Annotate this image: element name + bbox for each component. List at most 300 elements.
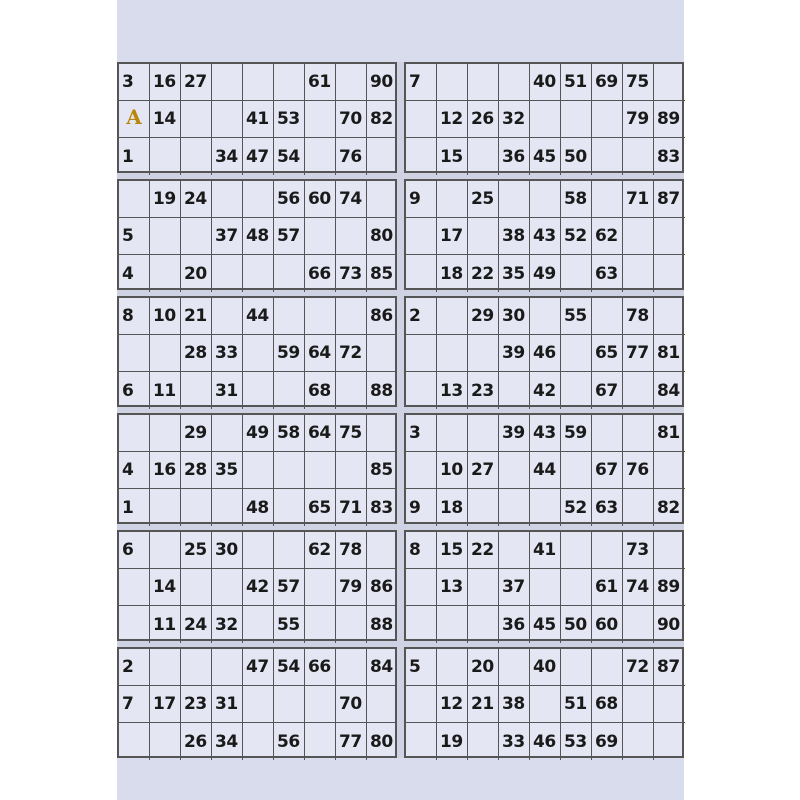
card-row [117, 413, 684, 524]
bingo-cell: 37 [212, 218, 243, 255]
bingo-cell [468, 335, 499, 372]
bingo-cell [623, 723, 654, 760]
bingo-cell: 53 [274, 101, 305, 138]
bingo-cell [623, 372, 654, 409]
bingo-cell [212, 298, 243, 335]
bingo-cell: 74 [336, 181, 367, 218]
bingo-cell [437, 649, 468, 686]
bingo-cell: 67 [592, 452, 623, 489]
bingo-cell: 70 [336, 686, 367, 723]
bingo-cell: 87 [654, 649, 685, 686]
bingo-cell: 53 [561, 723, 592, 760]
bingo-cell: 88 [370, 380, 393, 401]
bingo-cell: 60 [592, 606, 623, 643]
bingo-card [117, 179, 397, 290]
bingo-cell [212, 101, 243, 138]
bingo-cell: 55 [274, 606, 305, 643]
bingo-cell: 15 [437, 138, 468, 175]
bingo-cell [150, 489, 181, 526]
bingo-card [117, 62, 397, 173]
bingo-cell [406, 452, 437, 489]
bingo-cell: 23 [468, 372, 499, 409]
bingo-cell [437, 64, 468, 101]
card-row [117, 179, 684, 290]
bingo-cell: 18 [437, 489, 468, 526]
bingo-cell: 72 [336, 335, 367, 372]
bingo-card [117, 413, 397, 524]
bingo-cell [561, 255, 592, 292]
bingo-cell: 27 [468, 452, 499, 489]
bingo-cell: 49 [243, 415, 274, 452]
bingo-cell [119, 335, 150, 372]
bingo-cell [243, 335, 274, 372]
bingo-cell: 80 [367, 218, 398, 255]
bingo-cell [406, 101, 437, 138]
bingo-cell: 19 [437, 723, 468, 760]
bingo-cell [181, 218, 212, 255]
bingo-cell: 37 [499, 569, 530, 606]
bingo-cell: 48 [243, 489, 274, 526]
bingo-cell [150, 335, 181, 372]
bingo-cell [623, 415, 654, 452]
bingo-cell [468, 415, 499, 452]
bingo-cell [468, 606, 499, 643]
bingo-cell [530, 489, 561, 526]
bingo-cell: 1 [119, 138, 150, 175]
bingo-cell: 3 [406, 415, 437, 452]
bingo-cell [561, 335, 592, 372]
bingo-cell: 59 [274, 335, 305, 372]
bingo-cell [181, 372, 212, 409]
bingo-cell: 33 [499, 723, 530, 760]
bingo-cell: 38 [499, 218, 530, 255]
bingo-cell [468, 569, 499, 606]
bingo-cell [530, 181, 561, 218]
bingo-cell: 78 [623, 298, 654, 335]
bingo-cell: 41 [530, 532, 561, 569]
bingo-cell: 14 [150, 569, 181, 606]
bingo-cell: 20 [468, 649, 499, 686]
bingo-cell: 75 [336, 415, 367, 452]
bingo-cell: 58 [561, 181, 592, 218]
bingo-cell [623, 489, 654, 526]
card-row [117, 647, 684, 758]
bingo-cell [437, 606, 468, 643]
bingo-cell: 28 [181, 335, 212, 372]
bingo-cell: 48 [243, 218, 274, 255]
bingo-cell [119, 606, 150, 643]
card-gap [397, 413, 404, 524]
bingo-cell: 80 [370, 731, 393, 752]
card-row [117, 296, 684, 407]
bingo-cell: 85 [370, 263, 393, 284]
bingo-cell: 25 [181, 532, 212, 569]
bingo-cell: 67 [592, 372, 623, 409]
bingo-cell: 2 [406, 298, 437, 335]
bingo-cell: 6 [119, 372, 150, 409]
bingo-cell [367, 335, 398, 372]
bingo-cell [119, 415, 150, 452]
bingo-cell [406, 335, 437, 372]
bingo-cell: 77 [336, 723, 367, 760]
bingo-cell [367, 138, 398, 175]
bingo-cell [243, 606, 274, 643]
bingo-cell: 2 [119, 649, 150, 686]
bingo-cell: 45 [530, 138, 561, 175]
bingo-cell: 10 [437, 452, 468, 489]
bingo-cell: 15 [437, 532, 468, 569]
bingo-cell [654, 452, 685, 489]
bingo-cell: 39 [499, 335, 530, 372]
bingo-cell: 17 [437, 218, 468, 255]
bingo-cell: 32 [499, 101, 530, 138]
bingo-cell [623, 218, 654, 255]
bingo-cell [181, 101, 212, 138]
bingo-card [404, 413, 684, 524]
bingo-cell [274, 532, 305, 569]
bingo-cell: 81 [654, 415, 685, 452]
bingo-cell: 45 [530, 606, 561, 643]
bingo-cell: 82 [367, 101, 398, 138]
bingo-cell [654, 64, 685, 101]
bingo-cell: 24 [181, 181, 212, 218]
bingo-cell [367, 181, 398, 218]
bingo-cell [499, 181, 530, 218]
bingo-cell: 52 [561, 218, 592, 255]
bingo-cell [274, 489, 305, 526]
bingo-cell [468, 723, 499, 760]
bingo-cell [150, 532, 181, 569]
bingo-cell: 44 [243, 298, 274, 335]
bingo-cell [181, 489, 212, 526]
bingo-cell [119, 723, 150, 760]
bingo-cell [243, 64, 274, 101]
bingo-cell: 59 [561, 415, 592, 452]
bingo-cell: 46 [530, 723, 561, 760]
bingo-cell [274, 452, 305, 489]
bingo-cell: 87 [654, 181, 685, 218]
bingo-cell [305, 298, 336, 335]
bingo-cell [305, 218, 336, 255]
bingo-cell: 73 [623, 532, 654, 569]
bingo-cell [119, 181, 150, 218]
bingo-card [404, 296, 684, 407]
bingo-cell: 10 [150, 298, 181, 335]
bingo-cell: 61 [305, 64, 336, 101]
card-gap [397, 296, 404, 407]
bingo-cell [150, 723, 181, 760]
bingo-cell [367, 415, 398, 452]
bingo-cell [305, 723, 336, 760]
bingo-cell: 16 [150, 64, 181, 101]
bingo-cell: 26 [468, 101, 499, 138]
bingo-cell: 84 [657, 380, 680, 401]
card-gap [397, 62, 404, 173]
bingo-cell [530, 101, 561, 138]
bingo-cell [212, 569, 243, 606]
bingo-cell: 52 [561, 489, 592, 526]
bingo-cell [468, 489, 499, 526]
bingo-cell [623, 686, 654, 723]
bingo-cell [150, 649, 181, 686]
bingo-cell [561, 649, 592, 686]
bingo-cell: 34 [212, 138, 243, 175]
bingo-cell: 55 [561, 298, 592, 335]
bingo-cell: 57 [274, 569, 305, 606]
bingo-cell: 47 [243, 138, 274, 175]
bingo-cell: 83 [657, 146, 680, 167]
bingo-cell [305, 138, 336, 175]
bingo-cell: 64 [305, 335, 336, 372]
bingo-cell: 51 [561, 64, 592, 101]
bingo-cell: 35 [499, 255, 530, 292]
bingo-cell [274, 372, 305, 409]
bingo-cell: 58 [274, 415, 305, 452]
bingo-cell [654, 686, 685, 723]
bingo-cell [592, 532, 623, 569]
bingo-cell: 40 [530, 64, 561, 101]
bingo-cell: 13 [437, 372, 468, 409]
bingo-cell: 47 [243, 649, 274, 686]
bingo-cell [336, 64, 367, 101]
bingo-cell: 4 [119, 452, 150, 489]
bingo-cell: 31 [212, 372, 243, 409]
bingo-cell: 51 [561, 686, 592, 723]
bingo-cell [437, 415, 468, 452]
bingo-cell [468, 218, 499, 255]
bingo-cell: 41 [243, 101, 274, 138]
bingo-cell [437, 298, 468, 335]
bingo-cell: 88 [370, 614, 393, 635]
bingo-cell: 64 [305, 415, 336, 452]
bingo-cell: 63 [592, 489, 623, 526]
bingo-cell [243, 372, 274, 409]
bingo-cell: 72 [623, 649, 654, 686]
bingo-cell: 34 [212, 723, 243, 760]
bingo-cell: 36 [499, 138, 530, 175]
bingo-cell [305, 452, 336, 489]
bingo-cell [592, 649, 623, 686]
bingo-cell [212, 649, 243, 686]
bingo-cell: 85 [367, 452, 398, 489]
bingo-cell [592, 415, 623, 452]
bingo-cell: 22 [468, 255, 499, 292]
bingo-cell [499, 649, 530, 686]
bingo-card [117, 530, 397, 641]
bingo-cell: 54 [274, 138, 305, 175]
bingo-cell: 11 [150, 372, 181, 409]
bingo-cell: 63 [592, 255, 623, 292]
bingo-cell: 90 [367, 64, 398, 101]
bingo-card [404, 647, 684, 758]
bingo-cell: 20 [181, 255, 212, 292]
bingo-cell [592, 181, 623, 218]
bingo-cell [212, 255, 243, 292]
bingo-cell: 84 [367, 649, 398, 686]
bingo-cell: 26 [181, 723, 212, 760]
bingo-cell: 73 [336, 255, 367, 292]
bingo-cell [150, 415, 181, 452]
bingo-cell [592, 298, 623, 335]
bingo-cell [305, 686, 336, 723]
bingo-cell: 7 [406, 64, 437, 101]
bingo-cell: 90 [657, 614, 680, 635]
bingo-cell: 8 [406, 532, 437, 569]
bingo-cell: 76 [336, 138, 367, 175]
bingo-cell [561, 101, 592, 138]
bingo-cell [592, 101, 623, 138]
bingo-cell [336, 218, 367, 255]
bingo-cell [406, 606, 437, 643]
bingo-cell: 23 [181, 686, 212, 723]
bingo-cell [243, 255, 274, 292]
bingo-cell [367, 686, 398, 723]
bingo-cell: 31 [212, 686, 243, 723]
bingo-cell [150, 138, 181, 175]
bingo-cell: 50 [561, 138, 592, 175]
bingo-cell [243, 452, 274, 489]
bingo-cell [499, 452, 530, 489]
bingo-cell: 44 [530, 452, 561, 489]
bingo-cell: 28 [181, 452, 212, 489]
bingo-cell: 50 [561, 606, 592, 643]
bingo-cell [468, 138, 499, 175]
bingo-cell [623, 255, 654, 292]
bingo-cell: 70 [336, 101, 367, 138]
bingo-cell: 83 [370, 497, 393, 518]
bingo-cell: 33 [212, 335, 243, 372]
bingo-cell: 56 [274, 181, 305, 218]
bingo-cell: 35 [212, 452, 243, 489]
bingo-cell: 5 [406, 649, 437, 686]
bingo-cell: 86 [367, 569, 398, 606]
bingo-cell: 1 [119, 489, 150, 526]
bingo-cell: 40 [530, 649, 561, 686]
bingo-cell [274, 686, 305, 723]
bingo-cell: 32 [212, 606, 243, 643]
bingo-cell [499, 64, 530, 101]
bingo-cell: 21 [181, 298, 212, 335]
bingo-cell: 68 [305, 372, 336, 409]
bingo-cell [150, 255, 181, 292]
bingo-cell: 65 [305, 489, 336, 526]
bingo-cell: 22 [468, 532, 499, 569]
bingo-cell [654, 723, 685, 760]
bingo-cell: 46 [530, 335, 561, 372]
card-row [117, 530, 684, 641]
bingo-cell: 76 [623, 452, 654, 489]
bingo-cell [592, 138, 623, 175]
bingo-cell [243, 723, 274, 760]
bingo-cell [274, 64, 305, 101]
bingo-cell [406, 686, 437, 723]
bingo-cell: 4 [119, 255, 150, 292]
bingo-cell [406, 569, 437, 606]
bingo-cell [499, 372, 530, 409]
bingo-cell [150, 218, 181, 255]
bingo-cell: 3 [119, 64, 150, 101]
bingo-cell [654, 255, 685, 292]
bingo-cell [499, 532, 530, 569]
bingo-cell [336, 452, 367, 489]
bingo-cell: 61 [592, 569, 623, 606]
bingo-cell: 89 [654, 569, 685, 606]
bingo-cell: 21 [468, 686, 499, 723]
bingo-cell [654, 298, 685, 335]
bingo-cell: 9 [406, 181, 437, 218]
bingo-cell: 6 [119, 532, 150, 569]
bingo-cell: 25 [468, 181, 499, 218]
bingo-cell: 89 [654, 101, 685, 138]
card-row [117, 62, 684, 173]
bingo-cell [212, 181, 243, 218]
bingo-cell [336, 606, 367, 643]
bingo-cell: 43 [530, 415, 561, 452]
bingo-cell [654, 218, 685, 255]
bingo-cell: 81 [654, 335, 685, 372]
bingo-cell: 77 [623, 335, 654, 372]
bingo-card [117, 296, 397, 407]
bingo-cell: 71 [336, 489, 367, 526]
bingo-cell: 27 [181, 64, 212, 101]
bingo-cell [305, 606, 336, 643]
bingo-cell: 60 [305, 181, 336, 218]
bingo-cell: 9 [406, 489, 437, 526]
bingo-cell: 14 [150, 101, 181, 138]
bingo-cell [181, 569, 212, 606]
bingo-cell: 42 [243, 569, 274, 606]
bingo-cell [305, 569, 336, 606]
bingo-cell: 12 [437, 101, 468, 138]
bingo-cell [406, 372, 437, 409]
bingo-cell: 62 [592, 218, 623, 255]
bingo-cell [437, 335, 468, 372]
bingo-cell [243, 686, 274, 723]
bingo-cell: 30 [499, 298, 530, 335]
bingo-cell [468, 64, 499, 101]
bingo-card [404, 179, 684, 290]
bingo-cell [274, 255, 305, 292]
bingo-cell [181, 649, 212, 686]
bingo-cell [274, 298, 305, 335]
bingo-cell: 62 [305, 532, 336, 569]
bingo-cell [530, 298, 561, 335]
bingo-cell: 16 [150, 452, 181, 489]
bingo-card [404, 62, 684, 173]
bingo-cell [623, 606, 654, 643]
bingo-cell: 74 [623, 569, 654, 606]
bingo-cell [336, 372, 367, 409]
bingo-cell: 66 [305, 649, 336, 686]
bingo-cell [336, 649, 367, 686]
bingo-cell [406, 723, 437, 760]
bingo-cell: 11 [150, 606, 181, 643]
bingo-cell: 56 [274, 723, 305, 760]
bingo-cell [406, 255, 437, 292]
bingo-cell: 71 [623, 181, 654, 218]
bingo-cell: 65 [592, 335, 623, 372]
bingo-cell [561, 532, 592, 569]
bingo-cell [181, 138, 212, 175]
bingo-cell: 79 [623, 101, 654, 138]
bingo-cell: 68 [592, 686, 623, 723]
bingo-cell [406, 138, 437, 175]
bingo-cell: 18 [437, 255, 468, 292]
bingo-cards-area [117, 62, 684, 758]
bingo-cell: 43 [530, 218, 561, 255]
bingo-cell: 13 [437, 569, 468, 606]
bingo-cell: 79 [336, 569, 367, 606]
